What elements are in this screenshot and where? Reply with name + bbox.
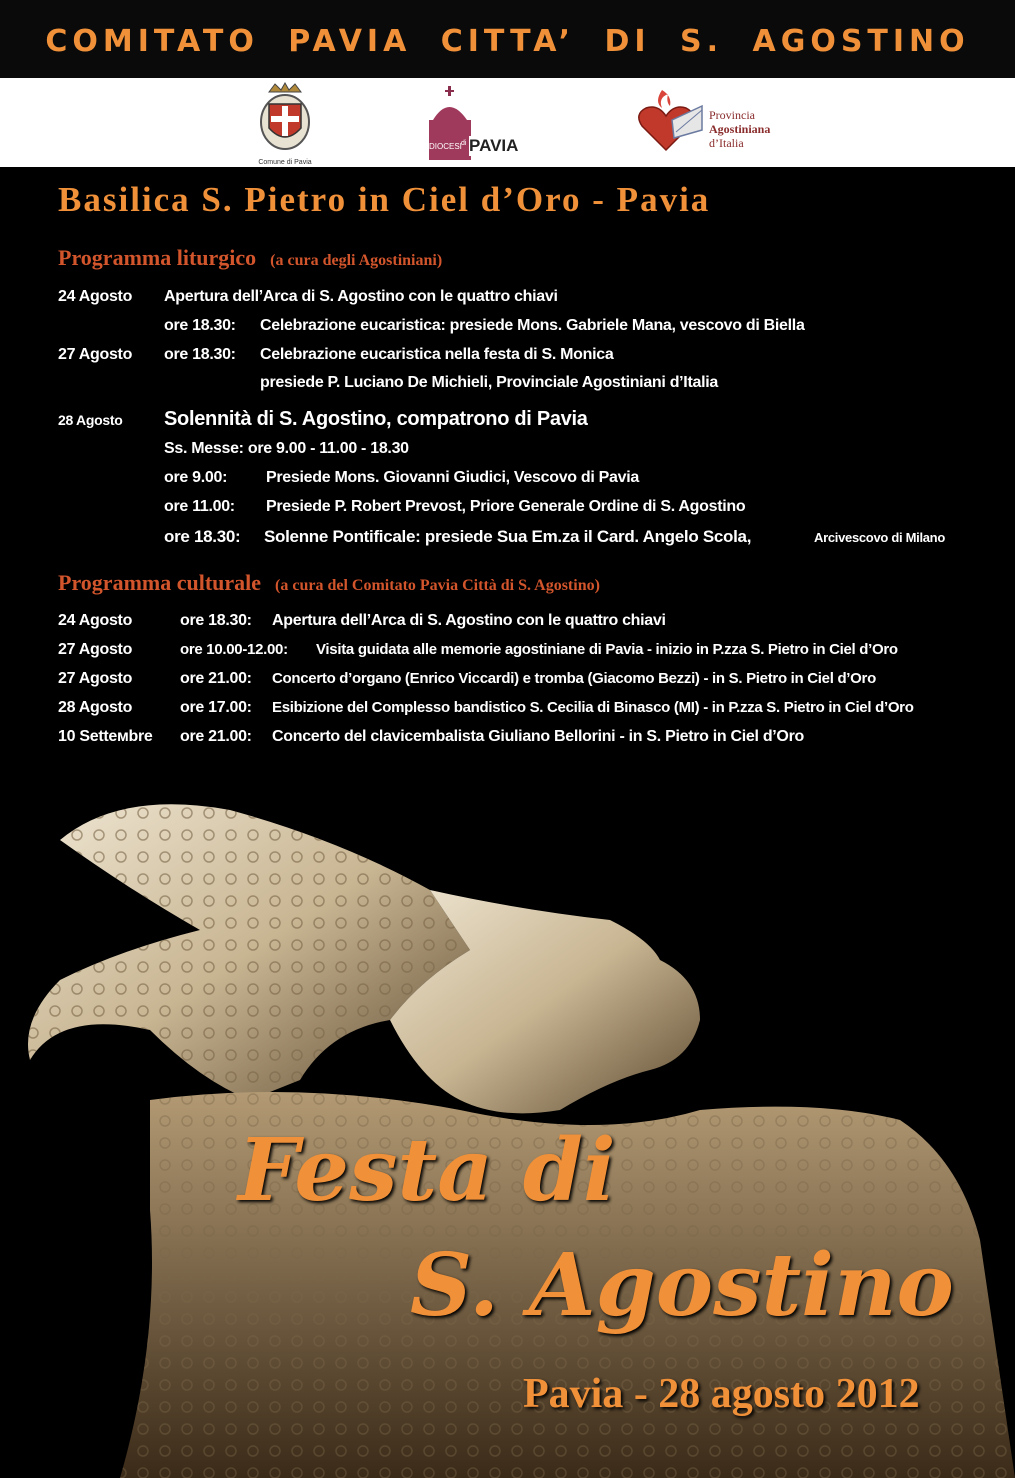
culturale-date: 28 Agosto bbox=[58, 699, 133, 716]
liturgico-title: Programma liturgico bbox=[58, 245, 257, 270]
pontificale-text: Solenne Pontificale: presiede Sua Em.za il Card. Angelo Scola, bbox=[264, 527, 752, 546]
culturale-time: ore 10.00-12.00: bbox=[180, 641, 288, 658]
provincia-line3: d’Italia bbox=[709, 136, 744, 150]
provincia-agostiniana-logo bbox=[636, 86, 776, 162]
pontificale-time: ore 18.30: bbox=[164, 527, 241, 546]
flaming-heart-icon bbox=[636, 86, 706, 156]
diocesi-di-pavia-logo bbox=[423, 86, 523, 162]
culturale-section-title bbox=[58, 570, 600, 596]
culturale-time: ore 17.00: bbox=[180, 699, 252, 716]
liturgico-date: 27 Agosto bbox=[58, 346, 133, 363]
header-band bbox=[0, 0, 1015, 78]
culturale-date: 24 Agosto bbox=[58, 612, 133, 629]
event-date: Pavia - 28 agosto 2012 bbox=[523, 1371, 920, 1417]
festa-title-line1: Festa di bbox=[238, 1120, 616, 1221]
liturgico-text: presiede P. Luciano De Michieli, Provinciale Agostiniani d’Italia bbox=[260, 374, 718, 391]
culturale-date: 27 Agosto bbox=[58, 641, 133, 658]
culturale-time: ore 21.00: bbox=[180, 728, 252, 745]
provincia-label bbox=[709, 108, 770, 150]
culturale-text: Visita guidata alle memorie agostiniane di Pavia - inizio in P.zza S. Pietro in Ciel d’Oro bbox=[316, 641, 898, 658]
committee-title: COMITATO PAVIA CITTA’ DI S. AGOSTINO bbox=[45, 24, 970, 59]
liturgico-text: Presiede Mons. Giovanni Giudici, Vescovo di Pavia bbox=[266, 469, 639, 486]
diocesi-small-label: DIOCESI bbox=[429, 142, 462, 151]
festa-title-line2: S. Agostino bbox=[410, 1235, 954, 1336]
liturgico-text: Celebrazione eucaristica nella festa di S. Monica bbox=[260, 346, 614, 363]
diocesi-name: PAVIA bbox=[469, 136, 519, 155]
mitre-ornament bbox=[28, 804, 470, 1100]
culturale-text: Concerto del clavicembalista Giuliano Bellorini - in S. Pietro in Ciel d’Oro bbox=[272, 728, 804, 745]
liturgico-date-highlight: 28 Agosto bbox=[58, 412, 123, 428]
logo-band bbox=[0, 78, 1015, 167]
liturgico-date: 24 Agosto bbox=[58, 288, 133, 305]
liturgico-note: (a cura degli Agostiniani) bbox=[270, 252, 443, 269]
liturgico-section-title bbox=[58, 245, 442, 271]
culturale-text: Apertura dell’Arca di S. Agostino con le quattro chiavi bbox=[272, 612, 666, 629]
solennita-title: Solennità di S. Agostino, compatrono di Pavia bbox=[164, 408, 588, 430]
coat-of-arms-icon bbox=[255, 82, 315, 154]
provincia-line2: Agostiniana bbox=[709, 122, 771, 136]
comune-di-pavia-logo bbox=[255, 82, 315, 164]
liturgico-time: ore 11.00: bbox=[164, 498, 235, 515]
liturgico-time: ore 18.30: bbox=[164, 317, 236, 334]
venue-title: Basilica S. Pietro in Ciel d’Oro - Pavia bbox=[58, 180, 711, 219]
pontificale-suffix: Arcivescovo di Milano bbox=[814, 530, 945, 545]
liturgico-text: Celebrazione eucaristica: presiede Mons. Gabriele Mana, vescovo di Biella bbox=[260, 317, 805, 334]
culturale-note: (a cura del Comitato Pavia Città di S. Agostino) bbox=[275, 577, 600, 594]
culturale-title: Programma culturale bbox=[58, 570, 262, 595]
liturgico-text: Apertura dell’Arca di S. Agostino con le quattro chiavi bbox=[164, 288, 558, 305]
culturale-date: 27 Agosto bbox=[58, 670, 133, 687]
culturale-time: ore 21.00: bbox=[180, 670, 252, 687]
diocesi-of-label: di bbox=[461, 140, 467, 147]
culturale-text: Esibizione del Complesso bandistico S. Cecilia di Binasco (MI) - in P.zza S. Pietro in Ciel d’Oro bbox=[272, 699, 914, 716]
comune-caption: Comune di Pavia bbox=[258, 159, 312, 166]
culturale-time: ore 18.30: bbox=[180, 612, 252, 629]
culturale-text: Concerto d’organo (Enrico Viccardi) e tromba (Giacomo Bezzi) - in S. Pietro in Ciel d’Oro bbox=[272, 670, 876, 687]
provincia-line1: Provincia bbox=[709, 108, 755, 122]
liturgico-text: Presiede P. Robert Prevost, Priore Generale Ordine di S. Agostino bbox=[266, 498, 746, 515]
liturgico-time: ore 9.00: bbox=[164, 469, 228, 486]
culturale-date: 10 Setteмbre bbox=[58, 728, 153, 745]
liturgico-time: ore 18.30: bbox=[164, 346, 236, 363]
messe-schedule: Ss. Messe: ore 9.00 - 11.00 - 18.30 bbox=[164, 440, 409, 457]
